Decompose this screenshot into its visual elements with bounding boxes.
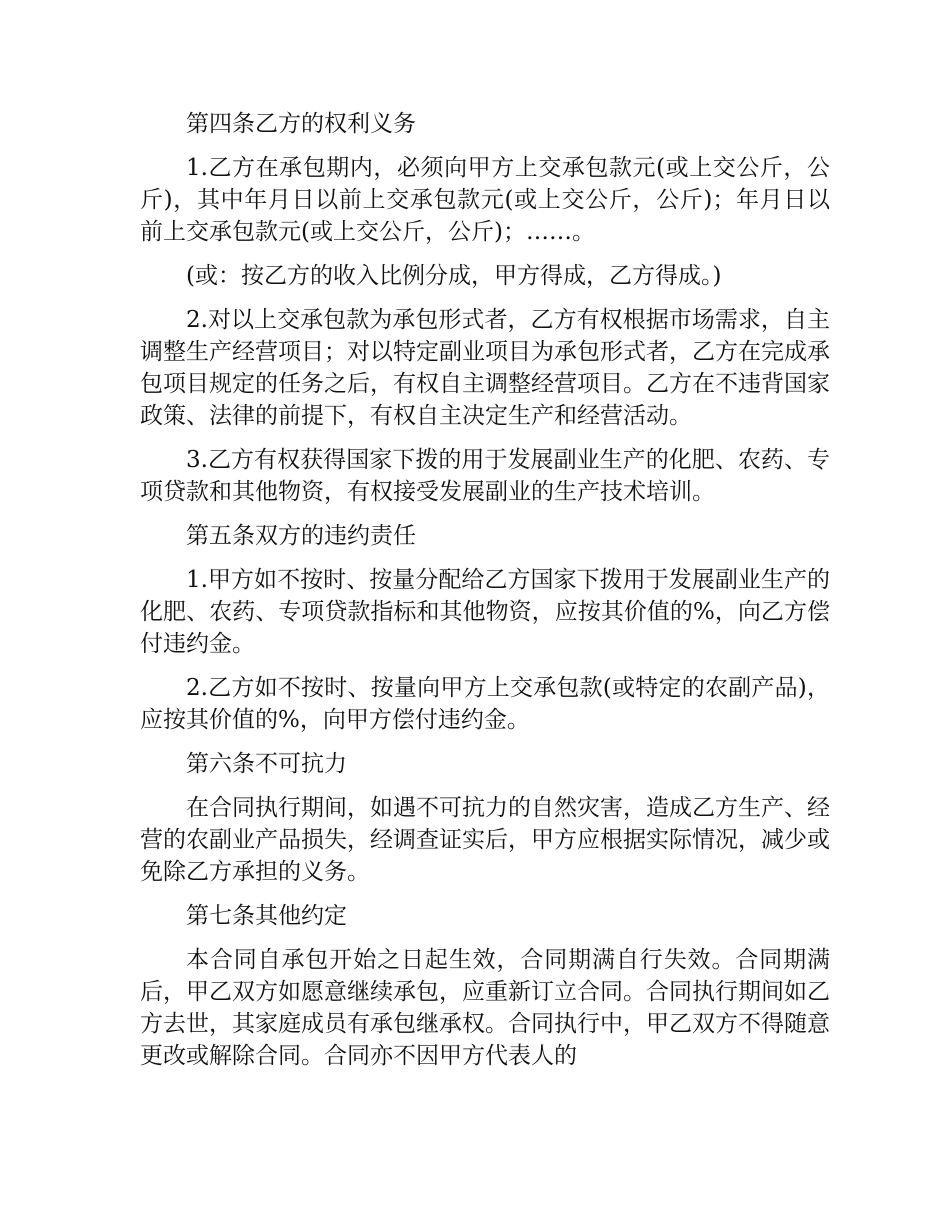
paragraph-article-4-item-3: 3.乙方有权获得国家下拨的用于发展副业生产的化肥、农药、专项贷款和其他物资，有权接受发展副业的生产技术培训。 [140, 447, 830, 505]
paragraph-article-5-item-1: 1.甲方如不按时、按量分配给乙方国家下拨用于发展副业生产的化肥、农药、专项贷款指标和其他物资，应按其价值的%，向乙方偿付违约金。 [140, 567, 830, 657]
paragraph-article-7-body: 本合同自承包开始之日起生效，合同期满自行失效。合同期满后，甲乙双方如愿意继续承包，应重新订立合同。合同执行期间如乙方去世，其家庭成员有承包继承权。合同执行中，甲乙双方不得随意更改或解除合同。合同亦不因甲方代表人的 [140, 947, 830, 1069]
paragraph-article-6-body: 在合同执行期间，如遇不可抗力的自然灾害，造成乙方生产、经营的农副业产品损失，经调查证实后，甲方应根据实际情况，减少或免除乙方承担的义务。 [140, 795, 830, 885]
section-heading-article-4: 第四条乙方的权利义务 [186, 111, 416, 137]
paragraph-article-4-item-1: 1.乙方在承包期内，必须向甲方上交承包款元(或上交公斤，公斤)，其中年月日以前上交承包款元(或上交公斤，公斤)；年月日以前上交承包款元(或上交公斤，公斤)；……。 [140, 155, 830, 245]
paragraph-article-4-item-2: 2.对以上交承包款为承包形式者，乙方有权根据市场需求，自主调整生产经营项目；对以特定副业项目为承包形式者，乙方在完成承包项目规定的任务之后，有权自主调整经营项目。乙方在不违背国家政策、法律的前提下，有权自主决定生产和经营活动。 [140, 307, 830, 429]
section-heading-article-7: 第七条其他约定 [186, 903, 347, 929]
section-heading-article-6: 第六条不可抗力 [186, 751, 347, 777]
document-page [140, 108, 830, 1084]
section-heading-article-5: 第五条双方的违约责任 [186, 523, 416, 549]
paragraph-article-4-alternative: (或：按乙方的收入比例分成，甲方得成，乙方得成。) [186, 263, 722, 289]
paragraph-article-5-item-2: 2.乙方如不按时、按量向甲方上交承包款(或特定的农副产品)，应按其价值的%，向甲方偿付违约金。 [140, 675, 830, 733]
